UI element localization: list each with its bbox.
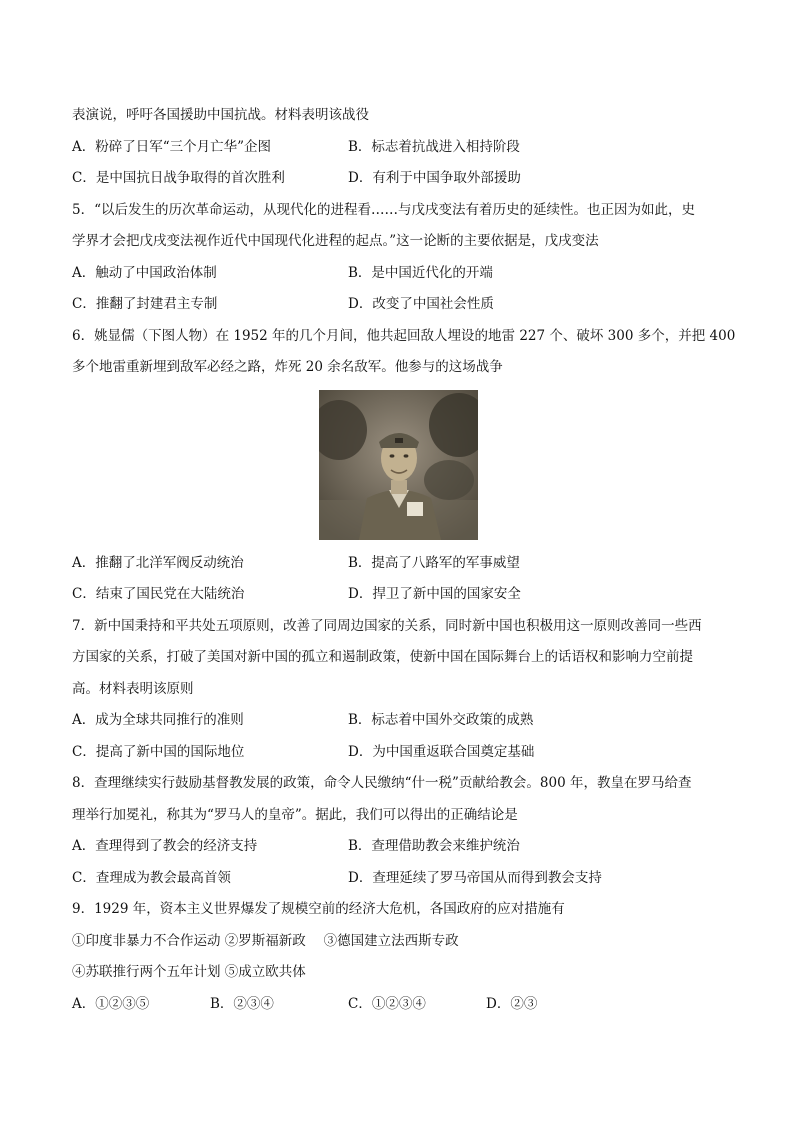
- option-a[interactable]: A．推翻了北洋军阀反动统治: [72, 554, 244, 571]
- option-c[interactable]: C．①②③④: [348, 995, 426, 1012]
- question-5-options-row-2: [72, 289, 724, 321]
- question-9-stem-line-1: 9．1929 年，资本主义世界爆发了规模空前的经济大危机，各国政府的应对措施有: [72, 901, 565, 917]
- question-6-stem-line-2: 多个地雷重新埋到敌军必经之路，炸死 20 余名敌军。他参与的这场战争: [72, 359, 503, 375]
- option-b[interactable]: B．标志着中国外交政策的成熟: [348, 712, 534, 728]
- question-7-stem-line-2: 方国家的关系，打破了美国对新中国的孤立和遏制政策，使新中国在国际舞台上的话语权和影响力空前提: [72, 649, 693, 665]
- option-c[interactable]: C．是中国抗日战争取得的首次胜利: [72, 170, 285, 186]
- option-d[interactable]: D．为中国重返联合国奠定基础: [348, 743, 535, 760]
- question-8-stem-line-1: 8．查理继续实行鼓励基督教发展的政策，命令人民缴纳“什一税”贡献给教会。800 年，教皇在罗马给查: [72, 775, 692, 791]
- option-c[interactable]: C．查理成为教会最高首领: [72, 869, 231, 886]
- option-b[interactable]: B．是中国近代化的开端: [348, 264, 493, 281]
- question-5-options-row-1: [72, 258, 724, 290]
- option-d[interactable]: D．捍卫了新中国的国家安全: [348, 586, 521, 602]
- option-b[interactable]: B．提高了八路军的军事威望: [348, 554, 520, 571]
- question-6-options-row-1: [72, 548, 724, 580]
- question-7-stem-line-1: 7．新中国秉持和平共处五项原则，改善了同周边国家的关系，同时新中国也积极用这一原则改善同一些西: [72, 617, 702, 634]
- portrait-photo-container: [72, 390, 724, 540]
- question-4-options-row-1: [72, 132, 724, 164]
- option-c[interactable]: C．结束了国民党在大陆统治: [72, 586, 245, 602]
- option-a[interactable]: A．触动了中国政治体制: [72, 264, 217, 281]
- question-6-stem-line-1: 6．姚显儒（下图人物）在 1952 年的几个月间，他共起回敌人埋设的地雷 227 个、破坏 300 多个，并把 400: [72, 327, 736, 344]
- question-9-items-line-1: ①印度非暴力不合作运动 ②罗斯福新政 ③德国建立法西斯专政: [72, 932, 459, 949]
- question-7-options-row-1: [72, 705, 724, 737]
- option-a[interactable]: A．粉碎了日军“三个月亡华”企图: [72, 138, 272, 155]
- option-a[interactable]: A．成为全球共同推行的准则: [72, 712, 244, 728]
- question-8-stem-line-2: 理举行加冕礼，称其为“罗马人的皇帝”。据此，我们可以得出的正确结论是: [72, 806, 518, 823]
- question-8-options-row-2: [72, 863, 724, 895]
- question-4-options-row-2: [72, 163, 724, 195]
- exam-page: [72, 100, 736, 1020]
- question-7-options-row-2: [72, 737, 724, 769]
- question-5-stem-line-1: 5．“以后发生的历次革命运动，从现代化的进程看……与戊戌变法有着历史的延续性。也正因为如此，史: [72, 201, 695, 218]
- question-6-options-row-2: [72, 579, 724, 611]
- option-d[interactable]: D．查理延续了罗马帝国从而得到教会支持: [348, 869, 602, 886]
- option-b[interactable]: B．②③④: [210, 995, 274, 1012]
- question-8-options-row-1: [72, 831, 724, 863]
- question-5-stem-line-2: 学界才会把戊戌变法视作近代中国现代化进程的起点。”这一论断的主要依据是，戊戌变法: [72, 233, 599, 249]
- question-7-stem-line-3: 高。材料表明该原则: [72, 680, 194, 697]
- option-d[interactable]: D．有利于中国争取外部援助: [348, 170, 521, 186]
- soldier-portrait-photo: [319, 390, 478, 540]
- option-c[interactable]: C．提高了新中国的国际地位: [72, 743, 245, 760]
- option-b[interactable]: B．查理借助教会来维护统治: [348, 838, 520, 854]
- question-9-options-row: [72, 989, 724, 1021]
- option-d[interactable]: D．改变了中国社会性质: [348, 296, 494, 312]
- option-a[interactable]: A．查理得到了教会的经济支持: [72, 838, 258, 854]
- question-9-items-line-2: ④苏联推行两个五年计划 ⑤成立欧共体: [72, 964, 306, 980]
- option-a[interactable]: A．①②③⑤: [72, 995, 150, 1012]
- option-d[interactable]: D．②③: [486, 995, 538, 1012]
- option-b[interactable]: B．标志着抗战进入相持阶段: [348, 138, 520, 155]
- question-4-stem-tail: 表演说，呼吁各国援助中国抗战。材料表明该战役: [72, 107, 369, 123]
- option-c[interactable]: C．推翻了封建君主专制: [72, 296, 218, 312]
